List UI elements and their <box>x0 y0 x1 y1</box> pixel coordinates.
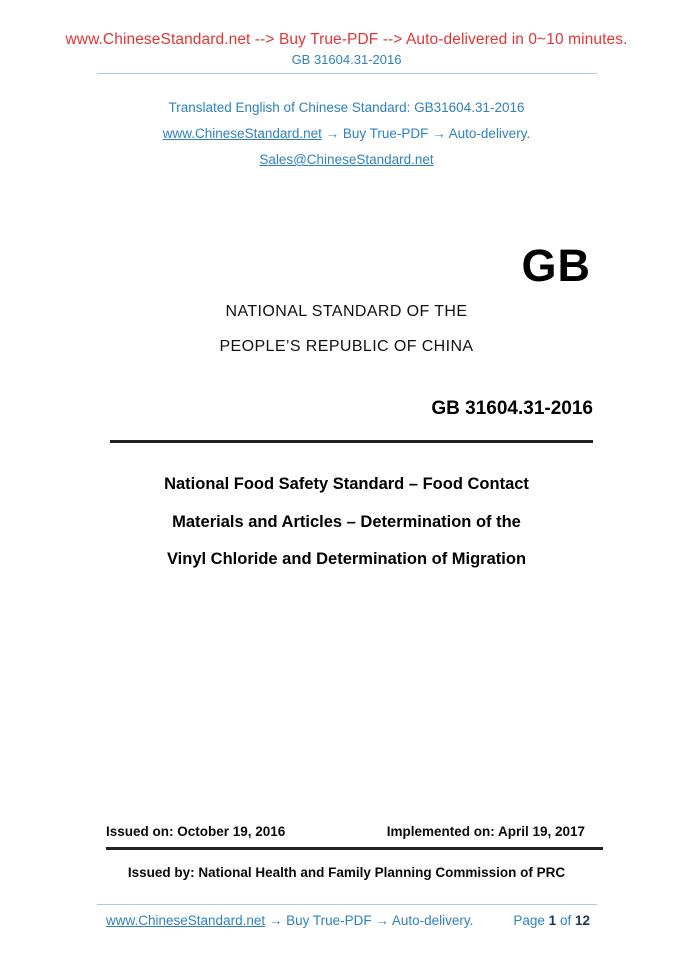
issued-on-date: Issued on: October 19, 2016 <box>106 824 286 839</box>
issue-dates-row <box>106 824 585 839</box>
footer-divider <box>97 904 597 905</box>
national-standard-line2: PEOPLE’S REPUBLIC OF CHINA <box>219 338 474 355</box>
translated-note: Translated English of Chinese Standard: GB31604.31-2016 <box>168 100 525 115</box>
footer-website-link[interactable]: www.ChineseStandard.net <box>106 913 266 928</box>
footer-buy-line <box>106 913 473 928</box>
title-line-2: Materials and Articles – Determination of the <box>172 512 521 531</box>
website-link[interactable]: www.ChineseStandard.net <box>162 126 322 141</box>
footer-buy-text: → Buy True-PDF → Auto-delivery. <box>265 913 474 928</box>
page-total: 12 <box>574 913 590 928</box>
implemented-on-date: Implemented on: April 19, 2017 <box>386 824 585 839</box>
gb-logo: GB <box>521 240 591 291</box>
header-divider <box>97 73 597 74</box>
issued-by-line: Issued by: National Health and Family Planning Commission of PRC <box>127 865 566 880</box>
of-label: of <box>559 913 572 928</box>
national-standard-line1: NATIONAL STANDARD OF THE <box>225 303 468 320</box>
page-indicator <box>513 913 590 928</box>
title-divider <box>110 440 593 443</box>
page-footer <box>106 913 590 928</box>
sales-email-link[interactable]: Sales@ChineseStandard.net <box>259 152 434 167</box>
title-line-3: Vinyl Chloride and Determination of Migration <box>166 550 527 568</box>
buy-line-text: → Buy True-PDF → Auto-delivery. <box>321 126 531 141</box>
title-line-1: National Food Safety Standard – Food Contact <box>164 475 529 493</box>
dates-divider <box>106 847 603 850</box>
header-doc-code: GB 31604.31-2016 <box>291 52 402 67</box>
standard-code: GB 31604.31-2016 <box>431 398 593 419</box>
email-line <box>0 152 693 167</box>
page-current: 1 <box>548 913 557 928</box>
document-title <box>0 466 693 579</box>
buy-line <box>0 126 693 141</box>
page-label: Page <box>513 913 545 928</box>
promo-banner: www.ChineseStandard.net --> Buy True-PDF --> Auto-delivered in 0~10 minutes. <box>65 31 628 48</box>
